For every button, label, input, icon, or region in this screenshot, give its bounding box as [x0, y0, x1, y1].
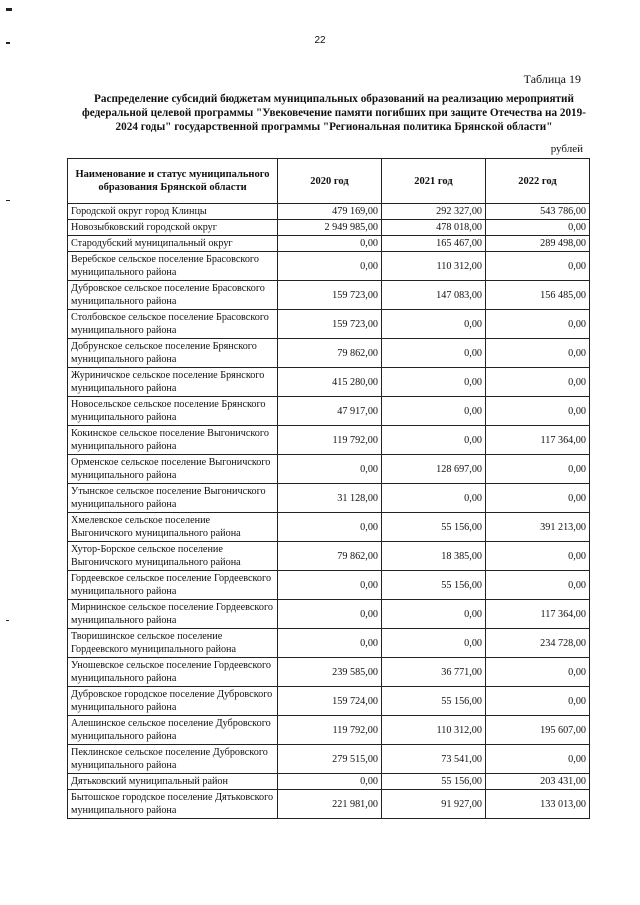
table-row: [68, 716, 590, 745]
municipality-name-cell: Хмелевское сельское поселение Выгоничского муниципального района: [68, 513, 278, 542]
table-row: [68, 484, 590, 513]
table-row: [68, 220, 590, 236]
value-2021-cell: 73 541,00: [382, 745, 486, 774]
municipality-name-cell: Алешинское сельское поселение Дубровского муниципального района: [68, 716, 278, 745]
value-2021-cell: 0,00: [382, 339, 486, 368]
value-2022-cell: 0,00: [486, 397, 590, 426]
value-2021-cell: 478 018,00: [382, 220, 486, 236]
table-row: [68, 252, 590, 281]
value-2021-cell: 110 312,00: [382, 252, 486, 281]
municipality-name-cell: Бытошское городское поселение Дятьковского муниципального района: [68, 790, 278, 819]
table-row: [68, 236, 590, 252]
municipality-name-cell: Утынское сельское поселение Выгоничского муниципального района: [68, 484, 278, 513]
value-2021-cell: 18 385,00: [382, 542, 486, 571]
value-2021-cell: 292 327,00: [382, 204, 486, 220]
value-2021-cell: 55 156,00: [382, 513, 486, 542]
table-row: [68, 542, 590, 571]
table-row: [68, 368, 590, 397]
table-row: [68, 687, 590, 716]
table-row: [68, 600, 590, 629]
header-2021: 2021 год: [382, 159, 486, 204]
value-2020-cell: 279 515,00: [278, 745, 382, 774]
value-2020-cell: 119 792,00: [278, 426, 382, 455]
table-row: [68, 281, 590, 310]
value-2022-cell: 133 013,00: [486, 790, 590, 819]
value-2021-cell: 55 156,00: [382, 774, 486, 790]
value-2020-cell: 2 949 985,00: [278, 220, 382, 236]
value-2021-cell: 55 156,00: [382, 571, 486, 600]
document-title: Распределение субсидий бюджетам муниципальных образований на реализацию мероприятий федеральной целевой программы "Увековечение памяти погибших при защите Отечества на 2019-2024 годы" государственной программы "Региональная политика Брянской области": [82, 93, 586, 133]
municipality-name-cell: Столбовское сельское поселение Брасовского муниципального района: [68, 310, 278, 339]
municipality-name-cell: Стародубский муниципальный округ: [68, 236, 278, 252]
binding-edge-marks: [6, 0, 12, 905]
municipality-name-cell: Пеклинское сельское поселение Дубровского муниципального района: [68, 745, 278, 774]
header-2020: 2020 год: [278, 159, 382, 204]
table-row: [68, 658, 590, 687]
table-row: [68, 774, 590, 790]
municipality-name-cell: Мирнинское сельское поселение Гордеевского муниципального района: [68, 600, 278, 629]
municipality-name-cell: Орменское сельское поселение Выгоничского муниципального района: [68, 455, 278, 484]
value-2022-cell: 117 364,00: [486, 600, 590, 629]
value-2021-cell: 0,00: [382, 600, 486, 629]
value-2022-cell: 0,00: [486, 220, 590, 236]
value-2021-cell: 36 771,00: [382, 658, 486, 687]
value-2020-cell: 0,00: [278, 629, 382, 658]
value-2022-cell: 0,00: [486, 658, 590, 687]
value-2022-cell: 0,00: [486, 542, 590, 571]
table-row: [68, 513, 590, 542]
value-2020-cell: 239 585,00: [278, 658, 382, 687]
municipality-name-cell: Городской округ город Клинцы: [68, 204, 278, 220]
value-2021-cell: 165 467,00: [382, 236, 486, 252]
table-row: [68, 426, 590, 455]
table-row: [68, 745, 590, 774]
value-2022-cell: 203 431,00: [486, 774, 590, 790]
value-2021-cell: 0,00: [382, 484, 486, 513]
table-header-row: [68, 159, 590, 204]
table-row: [68, 339, 590, 368]
value-2021-cell: 128 697,00: [382, 455, 486, 484]
value-2020-cell: 221 981,00: [278, 790, 382, 819]
value-2021-cell: 0,00: [382, 629, 486, 658]
page-number: 22: [314, 35, 326, 46]
value-2022-cell: 117 364,00: [486, 426, 590, 455]
value-2020-cell: 0,00: [278, 774, 382, 790]
value-2021-cell: 147 083,00: [382, 281, 486, 310]
value-2021-cell: 0,00: [382, 397, 486, 426]
value-2022-cell: 0,00: [486, 571, 590, 600]
value-2021-cell: 0,00: [382, 426, 486, 455]
table-body: [68, 204, 590, 819]
value-2022-cell: 0,00: [486, 455, 590, 484]
value-2021-cell: 55 156,00: [382, 687, 486, 716]
table-row: [68, 204, 590, 220]
table-row: [68, 310, 590, 339]
binding-mark: [6, 200, 10, 201]
value-2022-cell: 289 498,00: [486, 236, 590, 252]
value-2020-cell: 415 280,00: [278, 368, 382, 397]
table-row: [68, 455, 590, 484]
value-2021-cell: 0,00: [382, 310, 486, 339]
value-2020-cell: 47 917,00: [278, 397, 382, 426]
value-2020-cell: 159 723,00: [278, 281, 382, 310]
table-label: Таблица 19: [523, 72, 581, 86]
value-2022-cell: 0,00: [486, 339, 590, 368]
value-2020-cell: 0,00: [278, 252, 382, 281]
value-2020-cell: 159 724,00: [278, 687, 382, 716]
header-2022: 2022 год: [486, 159, 590, 204]
value-2022-cell: 0,00: [486, 310, 590, 339]
value-2020-cell: 119 792,00: [278, 716, 382, 745]
value-2022-cell: 195 607,00: [486, 716, 590, 745]
subsidies-table: [67, 158, 590, 819]
value-2022-cell: 0,00: [486, 368, 590, 397]
header-name: Наименование и статус муниципального образования Брянской области: [68, 159, 278, 204]
municipality-name-cell: Гордеевское сельское поселение Гордеевского муниципального района: [68, 571, 278, 600]
municipality-name-cell: Журиничское сельское поселение Брянского муниципального района: [68, 368, 278, 397]
value-2020-cell: 0,00: [278, 571, 382, 600]
municipality-name-cell: Хутор-Борское сельское поселение Выгоничского муниципального района: [68, 542, 278, 571]
value-2020-cell: 0,00: [278, 236, 382, 252]
municipality-name-cell: Дятьковский муниципальный район: [68, 774, 278, 790]
municipality-name-cell: Творишинское сельское поселение Гордеевского муниципального района: [68, 629, 278, 658]
value-2020-cell: 31 128,00: [278, 484, 382, 513]
binding-mark: [6, 620, 9, 621]
municipality-name-cell: Дубровское сельское поселение Брасовского муниципального района: [68, 281, 278, 310]
value-2020-cell: 79 862,00: [278, 339, 382, 368]
value-2022-cell: 0,00: [486, 484, 590, 513]
value-2021-cell: 91 927,00: [382, 790, 486, 819]
value-2020-cell: 0,00: [278, 513, 382, 542]
value-2022-cell: 391 213,00: [486, 513, 590, 542]
value-2021-cell: 0,00: [382, 368, 486, 397]
value-2020-cell: 479 169,00: [278, 204, 382, 220]
value-2021-cell: 110 312,00: [382, 716, 486, 745]
municipality-name-cell: Уношевское сельское поселение Гордеевского муниципального района: [68, 658, 278, 687]
value-2022-cell: 0,00: [486, 745, 590, 774]
table-row: [68, 571, 590, 600]
table-row: [68, 790, 590, 819]
value-2022-cell: 156 485,00: [486, 281, 590, 310]
municipality-name-cell: Новосельское сельское поселение Брянского муниципального района: [68, 397, 278, 426]
binding-mark: [6, 8, 12, 11]
municipality-name-cell: Новозыбковский городской округ: [68, 220, 278, 236]
table-row: [68, 629, 590, 658]
municipality-name-cell: Добрунское сельское поселение Брянского муниципального района: [68, 339, 278, 368]
value-2020-cell: 79 862,00: [278, 542, 382, 571]
units-label: рублей: [550, 143, 583, 155]
value-2020-cell: 159 723,00: [278, 310, 382, 339]
value-2022-cell: 234 728,00: [486, 629, 590, 658]
value-2020-cell: 0,00: [278, 455, 382, 484]
value-2020-cell: 0,00: [278, 600, 382, 629]
value-2022-cell: 0,00: [486, 687, 590, 716]
table-row: [68, 397, 590, 426]
municipality-name-cell: Дубровское городское поселение Дубровского муниципального района: [68, 687, 278, 716]
value-2022-cell: 543 786,00: [486, 204, 590, 220]
value-2022-cell: 0,00: [486, 252, 590, 281]
municipality-name-cell: Кокинское сельское поселение Выгоничского муниципального района: [68, 426, 278, 455]
municipality-name-cell: Веребское сельское поселение Брасовского муниципального района: [68, 252, 278, 281]
